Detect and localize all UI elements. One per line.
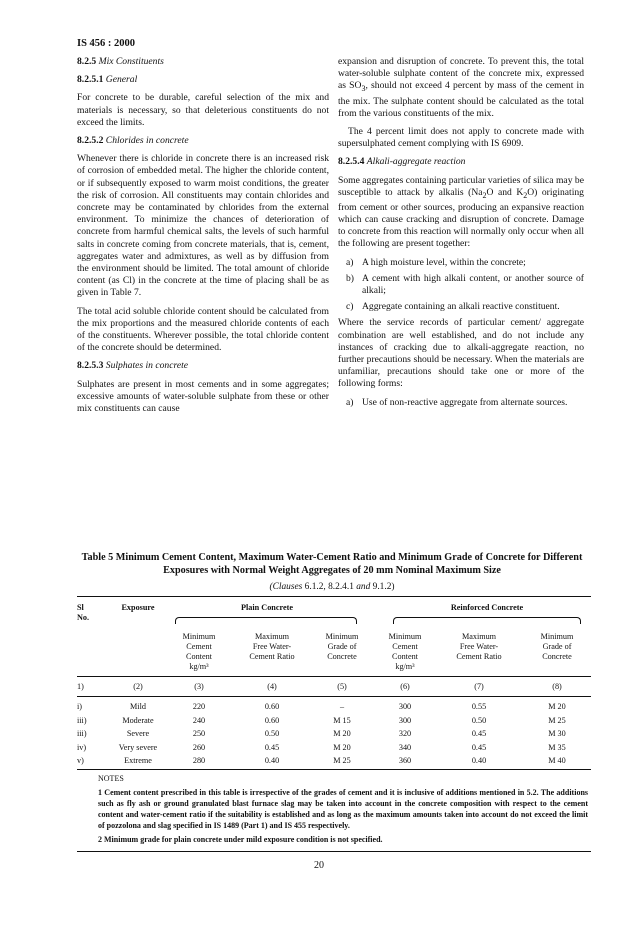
heading-8-2-5-3: 8.2.5.3 Sulphates in concrete [77, 360, 189, 372]
header-sl: Sl [77, 603, 84, 612]
paragraph-sulphates: Sulphates are present in most cements and in some aggregates; excessive amounts of water-soluble sulphate from these or other mix constituents can cause [77, 378, 329, 415]
heading-8-2-5-1: 8.2.5.1 General [77, 74, 138, 86]
table-cell-reinforced-min-cement: 360 [398, 756, 412, 765]
conditions-list [338, 257, 584, 314]
table-cell-reinforced-grade: M 20 [548, 702, 566, 711]
table-cell-plain-grade: – [339, 702, 345, 711]
table-caption: Table 5 Minimum Cement Content, Maximum Water-Cement Ratio and Minimum Grade of Concrete for Different Exposures with Normal Weight Aggregates of 20 mm Nominal Maximum Size [81, 552, 583, 576]
notes-title: NOTES [98, 774, 124, 783]
table-cell-reinforced-min-cement: 300 [398, 715, 412, 725]
table-cell-reinforced-wc-ratio: 0.50 [471, 715, 487, 725]
table-cell-exposure: Mild [130, 702, 146, 711]
left-column [77, 56, 329, 421]
table-cell-sl-no: iii) [77, 729, 87, 738]
table-notes [98, 773, 588, 848]
table-cell-plain-min-cement: 260 [192, 742, 206, 752]
table-cell-exposure: Extreme [124, 756, 152, 765]
paragraph-chlorides-2: The total acid soluble chloride content should be calculated from the mix proportions and the measured chloride contents of each of the constituents. Wherever possible, the total chloride content of the concrete should be determined. [77, 305, 329, 354]
table-cell-plain-wc-ratio: 0.60 [264, 715, 280, 725]
colnum-4: (4) [267, 682, 277, 691]
table-cell-exposure: Very severe [118, 742, 158, 752]
table-cell-reinforced-wc-ratio: 0.40 [471, 756, 487, 765]
table-cell-reinforced-min-cement: 320 [398, 729, 412, 738]
table-cell-sl-no: iv) [77, 742, 87, 752]
header-plain-concrete: Plain Concrete [241, 603, 293, 612]
table-cell-plain-grade: M 15 [333, 715, 351, 725]
table-cell-reinforced-min-cement: 300 [398, 702, 412, 711]
table-cell-plain-min-cement: 280 [192, 756, 206, 765]
list-item: b) A cement with high alkali content, or another source of alkali; [346, 272, 584, 297]
list-item: c) Aggregate containing an alkali reactive constituent. [346, 301, 560, 313]
table-header-rule [77, 676, 591, 677]
heading-8-2-5: 8.2.5 Mix Constituents [77, 56, 164, 67]
table-cell-plain-grade: M 20 [333, 742, 351, 752]
header-reinforced-concrete: Reinforced Concrete [450, 603, 524, 612]
table-bottom-rule [77, 769, 591, 770]
subheader-plain-wc-ratio: Maximum Free Water- Cement Ratio [249, 632, 295, 661]
table-cell-reinforced-wc-ratio: 0.45 [471, 729, 487, 738]
colnum-2: (2) [133, 682, 143, 691]
table-cell-sl-no: i) [77, 702, 83, 711]
colnum-7: (7) [474, 682, 484, 691]
table-cell-reinforced-wc-ratio: 0.45 [471, 742, 487, 752]
paragraph-precautions: Where the service records of particular cement/ aggregate combination are well established, and do not include any instances of cracking due to alkali-aggregate reaction, no further precautions should be necessary. When the materials are unfamiliar, precautions should take one or more of the following forms: [338, 317, 584, 390]
table-cell-plain-min-cement: 240 [192, 715, 206, 725]
table-cell-reinforced-wc-ratio: 0.55 [471, 702, 487, 711]
list-item: a) Use of non-reactive aggregate from alternate sources. [346, 396, 568, 408]
table-cell-plain-wc-ratio: 0.40 [264, 756, 280, 765]
subheader-reinforced-grade: Minimum Grade of Concrete [540, 632, 574, 661]
table-cell-plain-grade: M 20 [333, 729, 351, 738]
note-1: 1 Cement content prescribed in this table is irrespective of the grades of cement and it is inclusive of additions mentioned in 5.2. The additions such as fly ash or ground granulated blast furnace slag may be taken into account in the concrete composition with respect to the cement content and water-cement ratio if the suitability is established and as long as the maximum amounts taken into account do not exceed the limit of pozzolona and slag specified in IS 1489 (Part 1) and IS 455 respectively. [98, 788, 588, 830]
table-cell-plain-wc-ratio: 0.45 [264, 742, 280, 752]
paragraph-chlorides-1: Whenever there is chloride in concrete there is an increased risk of corrosion of embedded metal. The higher the chloride content, or if subsequently exposed to warm moist conditions, the greater the risk of corrosion. All constituents may contain chlorides and concrete may be contaminated by chlorides from the external environment. To minimize the chances of deterioration of concrete from harmful chemical salts, the levels of such harmful salts in concrete coming from concrete materials, that is, cement, aggregates water and admixtures, as well as by diffusion from the environment should be limited. The total amount of chloride content (as Cl) in the concrete at the time of placing shall be as given in Table 7. [77, 153, 329, 299]
subheader-plain-min-cement: Minimum Cement Content kg/m³ [182, 632, 216, 671]
paragraph-general: For concrete to be durable, careful selection of the mix and materials is necessary, so that deleterious constituents do not exceed the limits. [77, 92, 329, 128]
subheader-reinforced-min-cement: Minimum Cement Content kg/m³ [388, 632, 422, 671]
colnum-6: (6) [400, 682, 410, 691]
table-cell-sl-no: iii) [77, 715, 87, 725]
colnum-5: (5) [337, 682, 347, 691]
table-cell-reinforced-grade: M 35 [548, 742, 566, 752]
table-cell-sl-no: v) [77, 756, 84, 765]
subheader-reinforced-wc-ratio: Maximum Free Water- Cement Ratio [456, 632, 502, 661]
table-cell-plain-min-cement: 250 [192, 729, 206, 738]
heading-8-2-5-4: 8.2.5.4 Alkali-aggregate reaction [338, 156, 466, 168]
paragraph-supersulphated: The 4 percent limit does not apply to concrete made with supersulphated cement complying with IS 6909. [338, 125, 584, 150]
precautions-list [338, 397, 584, 409]
note-2: 2 Minimum grade for plain concrete under mild exposure condition is not specified. [98, 835, 383, 844]
table-cell-plain-wc-ratio: 0.60 [264, 702, 280, 711]
paragraph-sulphate-limit: expansion and disruption of concrete. To prevent this, the total water-soluble sulphate content of the concrete mix, expressed as $SO_3$, should not exceed 4 percent by mass of the cement in the mix. The sulphate content should be calculated as the total from the various constituents of the mix. [338, 56, 585, 119]
standard-number: IS 456 : 2000 [77, 38, 136, 49]
colnum-1: 1) [77, 682, 84, 691]
reinforced-brace [393, 617, 581, 624]
page-number: 20 [314, 860, 324, 871]
notes-bottom-rule [77, 851, 591, 852]
table-cell-reinforced-grade: M 40 [548, 756, 566, 765]
header-exposure: Exposure [121, 603, 155, 612]
header-no: No. [77, 613, 90, 622]
subheader-plain-grade: Minimum Grade of Concrete [325, 632, 359, 661]
table-cell-plain-min-cement: 220 [192, 702, 206, 711]
table-cell-exposure: Moderate [122, 715, 154, 725]
list-item: a) A high moisture level, within the concrete; [346, 256, 526, 268]
right-column [338, 56, 584, 413]
table-clauses: (Clauses 6.1.2, 8.2.4.1 and 9.1.2) [269, 582, 395, 592]
paragraph-alkali: Some aggregates containing particular varieties of silica may be susceptible to attack by alkalis ($Na_2O$ and $K_2O$) originating from cement or other sources, producing an expansive reaction which can cause cracking and disruption of concrete. Damage to concrete from this reaction will normally only occur when all the following are present together: [338, 174, 584, 250]
colnum-8: (8) [552, 682, 562, 691]
table-top-rule [77, 596, 591, 597]
table-cell-plain-grade: M 25 [333, 756, 351, 765]
table-cell-plain-wc-ratio: 0.50 [264, 729, 280, 738]
table-cell-reinforced-min-cement: 340 [398, 742, 412, 752]
table-cell-exposure: Severe [126, 729, 150, 738]
table-cell-reinforced-grade: M 25 [548, 715, 566, 725]
colnum-3: (3) [194, 682, 204, 691]
table-colnum-rule [77, 696, 591, 697]
heading-8-2-5-2: 8.2.5.2 Chlorides in concrete [77, 135, 189, 147]
table-cell-reinforced-grade: M 30 [548, 729, 566, 738]
plain-brace [175, 617, 357, 624]
